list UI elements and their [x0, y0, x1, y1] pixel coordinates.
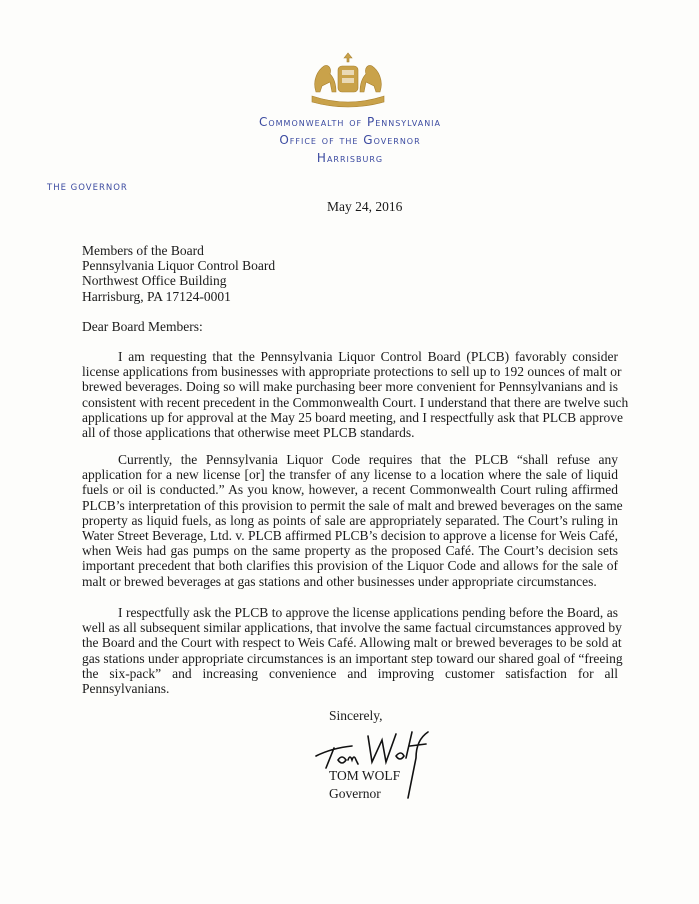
text-line: Currently, the Pennsylvania Liquor Code requires that the PLCB “shall refuse any — [118, 452, 618, 467]
salutation: Dear Board Members: — [82, 319, 203, 334]
text-line: I respectfully ask the PLCB to approve the license applications pending before the Board, as — [118, 605, 618, 620]
text-line: license applications from businesses with appropriate protections to sell up to 192 ounces of malt or — [82, 364, 622, 380]
text-line: well as all subsequent similar applications, that involve the same factual circumstances approved by — [82, 620, 622, 636]
body-paragraph-3 — [82, 605, 623, 696]
text-line: applications up for approval at the May 25 board meeting, and I respectfully ask that PLCB approve — [82, 409, 623, 425]
letterhead-city: Harrisburg — [316, 151, 384, 165]
text-line: Water Street Beverage, Ltd. v. PLCB affirmed PLCB’s decision to approve a license for Weis Café, — [82, 527, 618, 543]
text-line: malt or brewed beverages at gas stations and other businesses under appropriate circumstances. — [82, 573, 597, 589]
text-line: application for a new license [or] the transfer of any license to a location where the sale of liquid — [82, 467, 618, 483]
text-line: PLCB’s interpretation of this provision to permit the sale of malt and brewed beverages on the same — [82, 497, 623, 513]
text-line: Pennsylvanians. — [82, 680, 170, 696]
recipient-address — [82, 243, 275, 304]
text-line: brewed beverages. Doing so will make purchasing beer more convenient for Pennsylvanians and is — [82, 379, 618, 395]
text-line: fuels or oil is conducted.” As you know, however, a recent Commonwealth Court ruling affirmed — [82, 482, 618, 498]
letterhead-commonwealth: Commonwealth of Pennsylvania — [258, 115, 442, 129]
closing: Sincerely, — [329, 708, 383, 723]
text-line: all of those applications that otherwise meet PLCB standards. — [82, 424, 415, 440]
letterhead-side-label: THE GOVERNOR — [47, 183, 128, 193]
text-line: property as liquid fuels, as long as points of sale are appropriately separated. The Court’s ruling in — [82, 512, 618, 528]
address-line: Members of the Board — [82, 243, 204, 258]
text-line: I am requesting that the Pennsylvania Liquor Control Board (PLCB) favorably consider — [118, 349, 618, 364]
address-line: Harrisburg, PA 17124-0001 — [82, 288, 231, 304]
text-line: consistent with recent precedent in the Commonwealth Court. I understand that there are twelve such — [82, 394, 629, 410]
text-line: important precedent that both clarifies this provision of the Liquor Code and allows for the sale of — [82, 558, 618, 574]
pennsylvania-seal-icon — [308, 52, 388, 110]
address-line: Northwest Office Building — [82, 273, 227, 289]
address-line: Pennsylvania Liquor Control Board — [82, 258, 276, 274]
letter-date: May 24, 2016 — [327, 199, 403, 214]
body-paragraph-1 — [82, 349, 629, 440]
text-line: the Board and the Court with respect to Weis Café. Allowing malt or brewed beverages to be sold at — [82, 635, 622, 651]
letterhead-office: Office of the Governor — [279, 133, 421, 147]
signer-name: TOM WOLF — [329, 768, 401, 783]
signer-title: Governor — [329, 786, 381, 801]
text-line: gas stations under appropriate circumstances is an important step toward our shared goal of “freeing — [82, 650, 623, 666]
body-paragraph-2 — [82, 452, 623, 589]
text-line: when Weis had gas pumps on the same property as the proposed Café. The Court’s decision sets — [82, 543, 618, 559]
text-line: the six-pack” and increasing convenience and improving customer satisfaction for all — [82, 665, 618, 681]
